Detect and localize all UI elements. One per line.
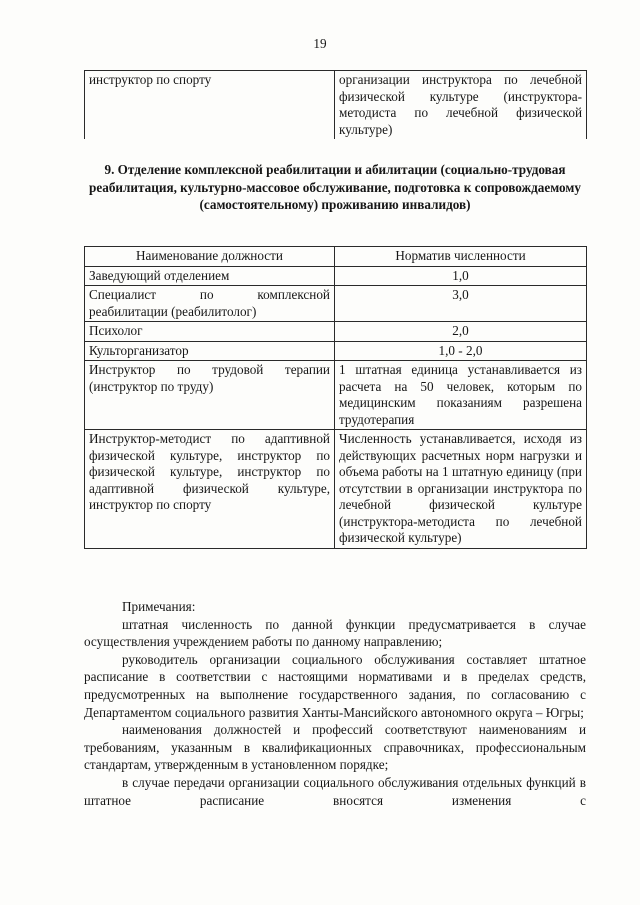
table-row bbox=[85, 322, 587, 342]
table-row bbox=[85, 266, 587, 286]
table-cell-position: Заведующий отделением bbox=[85, 266, 335, 286]
table-cell-position: Специалист по комплексной реабилитации (реабилитолог) bbox=[85, 286, 335, 322]
table-cell-norm: 2,0 bbox=[335, 322, 587, 342]
table-row bbox=[85, 71, 587, 140]
notes-section bbox=[84, 598, 586, 809]
table-cell-norm: 3,0 bbox=[335, 286, 587, 322]
notes-title: Примечания: bbox=[122, 599, 196, 614]
table-cell-position: Инструктор-методист по адаптивной физической культуре, инструктор по физической культуре, инструктор по адаптивной физической культуре, инструктор по спорту bbox=[85, 430, 335, 549]
table-row bbox=[85, 286, 587, 322]
table-cell-norm: организации инструктора по лечебной физической культуре (инструктора-методиста по лечебной физической культуре) bbox=[335, 71, 587, 140]
staffing-table bbox=[84, 246, 587, 549]
note-paragraph: в случае передачи организации социального обслуживания отдельных функций в штатное расписание вносятся изменения с bbox=[84, 774, 586, 808]
table-cell-norm: Численность устанавливается, исходя из действующих расчетных норм нагрузки и объема работы на 1 штатную единицу (при отсутствии в организации инструктора по лечебной физической культуре (инструктора-методиста по лечебной физической культуре) bbox=[335, 430, 587, 549]
table-cell-position: Инструктор по трудовой терапии (инструктор по труду) bbox=[85, 361, 335, 430]
table-cell-position: Культорганизатор bbox=[85, 341, 335, 361]
note-paragraph: штатная численность по данной функции предусматривается в случае осуществления учреждением работы по данному направлению; bbox=[84, 616, 586, 650]
table-cell-position: Психолог bbox=[85, 322, 335, 342]
column-header-position: Наименование должности bbox=[85, 247, 335, 267]
continued-table bbox=[84, 70, 587, 139]
section-heading: 9. Отделение комплексной реабилитации и абилитации (социально-трудовая реабилитация, культурно-массовое обслуживание, подготовка к сопровождаемому (самостоятельному) проживанию инвалидов) bbox=[89, 162, 581, 212]
table-row bbox=[85, 430, 587, 549]
page-number: 19 bbox=[313, 36, 327, 51]
note-paragraph: наименования должностей и профессий соответствуют наименованиям и требованиям, указанным в квалификационных справочниках, профессиональным стандартам, утвержденным в установленном порядке; bbox=[84, 722, 586, 773]
note-paragraph: руководитель организации социального обслуживания составляет штатное расписание в соответствии с настоящими нормативами и в пределах средств, предусмотренных на выполнение государственного задания, по согласованию с Департаментом социального развития Ханты-Мансийского автономного округа – Югры; bbox=[84, 651, 586, 720]
table-row bbox=[85, 341, 587, 361]
table-row bbox=[85, 361, 587, 430]
column-header-norm: Норматив численности bbox=[335, 247, 587, 267]
table-header-row bbox=[85, 247, 587, 267]
table-cell-position: инструктор по спорту bbox=[85, 71, 335, 140]
table-cell-norm: 1,0 bbox=[335, 266, 587, 286]
table-cell-norm: 1 штатная единица устанавливается из расчета на 50 человек, которым по медицинским показаниям разрешена трудотерапия bbox=[335, 361, 587, 430]
table-cell-norm: 1,0 - 2,0 bbox=[335, 341, 587, 361]
